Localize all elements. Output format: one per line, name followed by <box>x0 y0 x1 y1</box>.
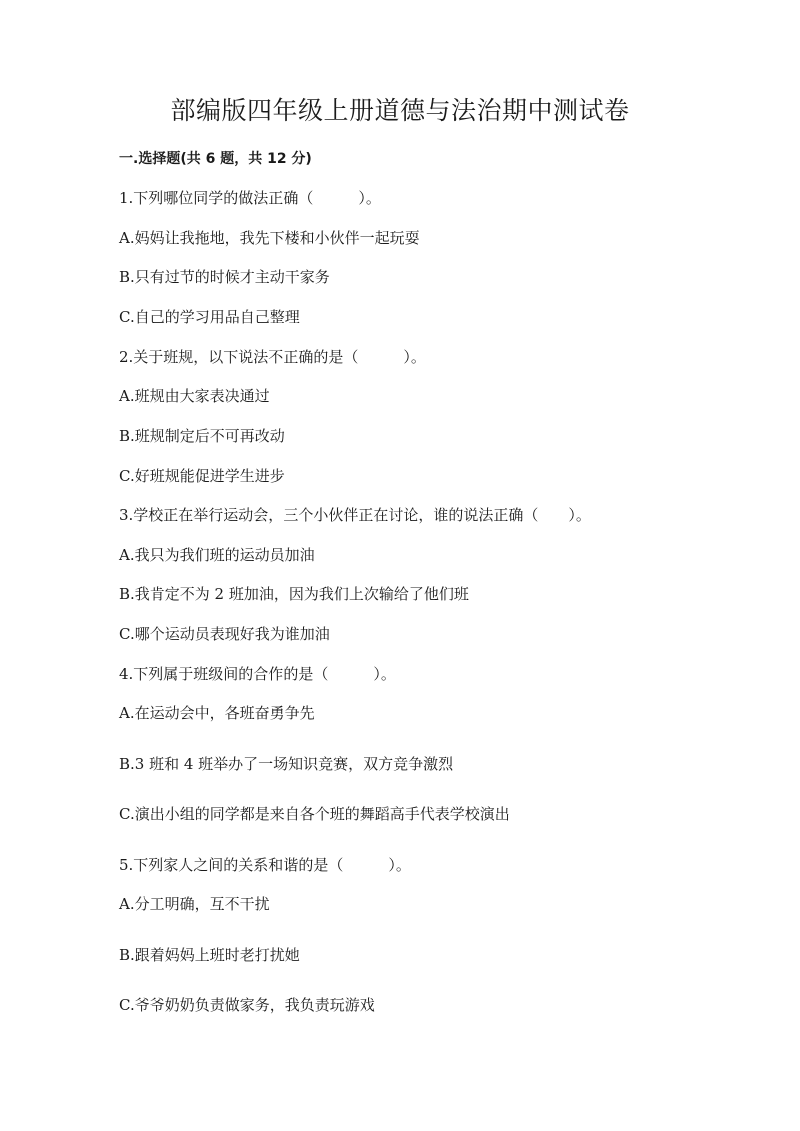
question-2-option-a: A.班规由大家表决通过 <box>119 387 270 405</box>
question-1-stem: 1.下列哪位同学的做法正确（ ）。 <box>119 189 381 207</box>
question-1-option-a: A.妈妈让我拖地，我先下楼和小伙伴一起玩耍 <box>119 229 420 247</box>
page-title: 部编版四年级上册道德与法治期中测试卷 <box>170 96 630 125</box>
question-5-option-b: B.跟着妈妈上班时老打扰她 <box>119 946 300 964</box>
question-2-option-c: C.好班规能促进学生进步 <box>119 467 285 485</box>
question-3-option-a: A.我只为我们班的运动员加油 <box>119 546 315 564</box>
question-3-option-b: B.我肯定不为 2 班加油，因为我们上次输给了他们班 <box>119 585 469 603</box>
question-3-option-c: C.哪个运动员表现好我为谁加油 <box>119 625 330 643</box>
question-2-stem: 2.关于班规，以下说法不正确的是（ ）。 <box>119 348 426 366</box>
question-4-option-a: A.在运动会中，各班奋勇争先 <box>119 704 315 722</box>
question-4-stem: 4.下列属于班级间的合作的是（ ）。 <box>119 665 396 683</box>
question-3-stem: 3.学校正在举行运动会，三个小伙伴正在讨论，谁的说法正确（ ）。 <box>119 506 591 524</box>
section-heading: 一.选择题(共 6 题，共 12 分) <box>119 151 312 167</box>
question-5-stem: 5.下列家人之间的关系和谐的是（ ）。 <box>119 856 411 874</box>
question-2-option-b: B.班规制定后不可再改动 <box>119 427 285 445</box>
question-5-option-c: C.爷爷奶奶负责做家务，我负责玩游戏 <box>119 996 375 1014</box>
question-5-option-a: A.分工明确，互不干扰 <box>119 895 270 913</box>
question-1-option-c: C.自己的学习用品自己整理 <box>119 308 300 326</box>
question-1-option-b: B.只有过节的时候才主动干家务 <box>119 268 330 286</box>
question-4-option-c: C.演出小组的同学都是来自各个班的舞蹈高手代表学校演出 <box>119 805 510 823</box>
question-4-option-b: B.3 班和 4 班举办了一场知识竞赛，双方竞争激烈 <box>119 755 454 773</box>
